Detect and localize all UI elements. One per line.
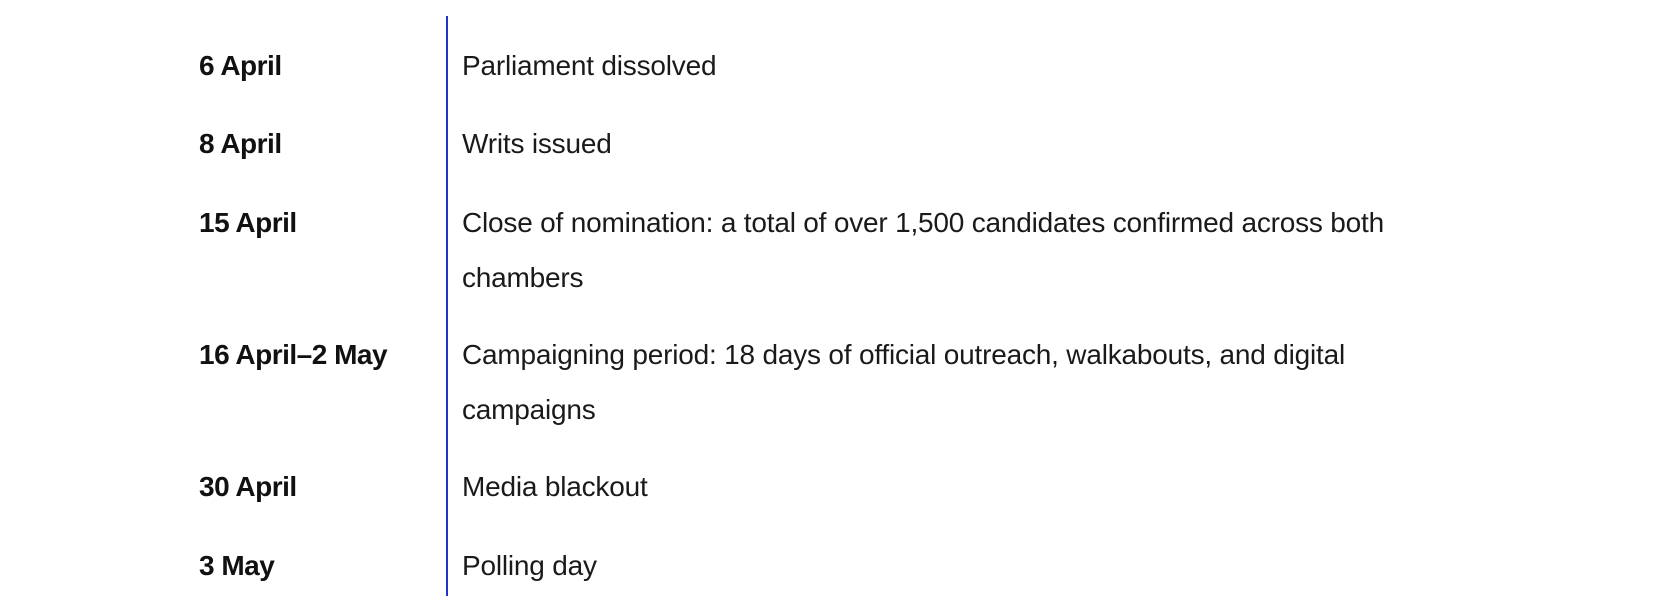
timeline-event: Campaigning period: 18 days of official outreach, walkabouts, and digital campaigns: [462, 339, 1345, 425]
timeline-event: Writs issued: [462, 128, 612, 159]
timeline-event: Media blackout: [462, 471, 648, 502]
timeline-event: Parliament dissolved: [462, 50, 717, 81]
timeline-date: 8 April: [199, 128, 282, 159]
timeline-date: 16 April–2 May: [199, 339, 388, 370]
timeline-event: Close of nomination: a total of over 1,500 candidates confirmed across both chambers: [462, 207, 1384, 293]
timeline-date: 6 April: [199, 50, 282, 81]
timeline-date: 15 April: [199, 207, 297, 238]
timeline-date: 30 April: [199, 471, 297, 502]
timeline-divider: [446, 16, 448, 596]
timeline-date: 3 May: [199, 550, 275, 581]
timeline-event: Polling day: [462, 550, 597, 581]
